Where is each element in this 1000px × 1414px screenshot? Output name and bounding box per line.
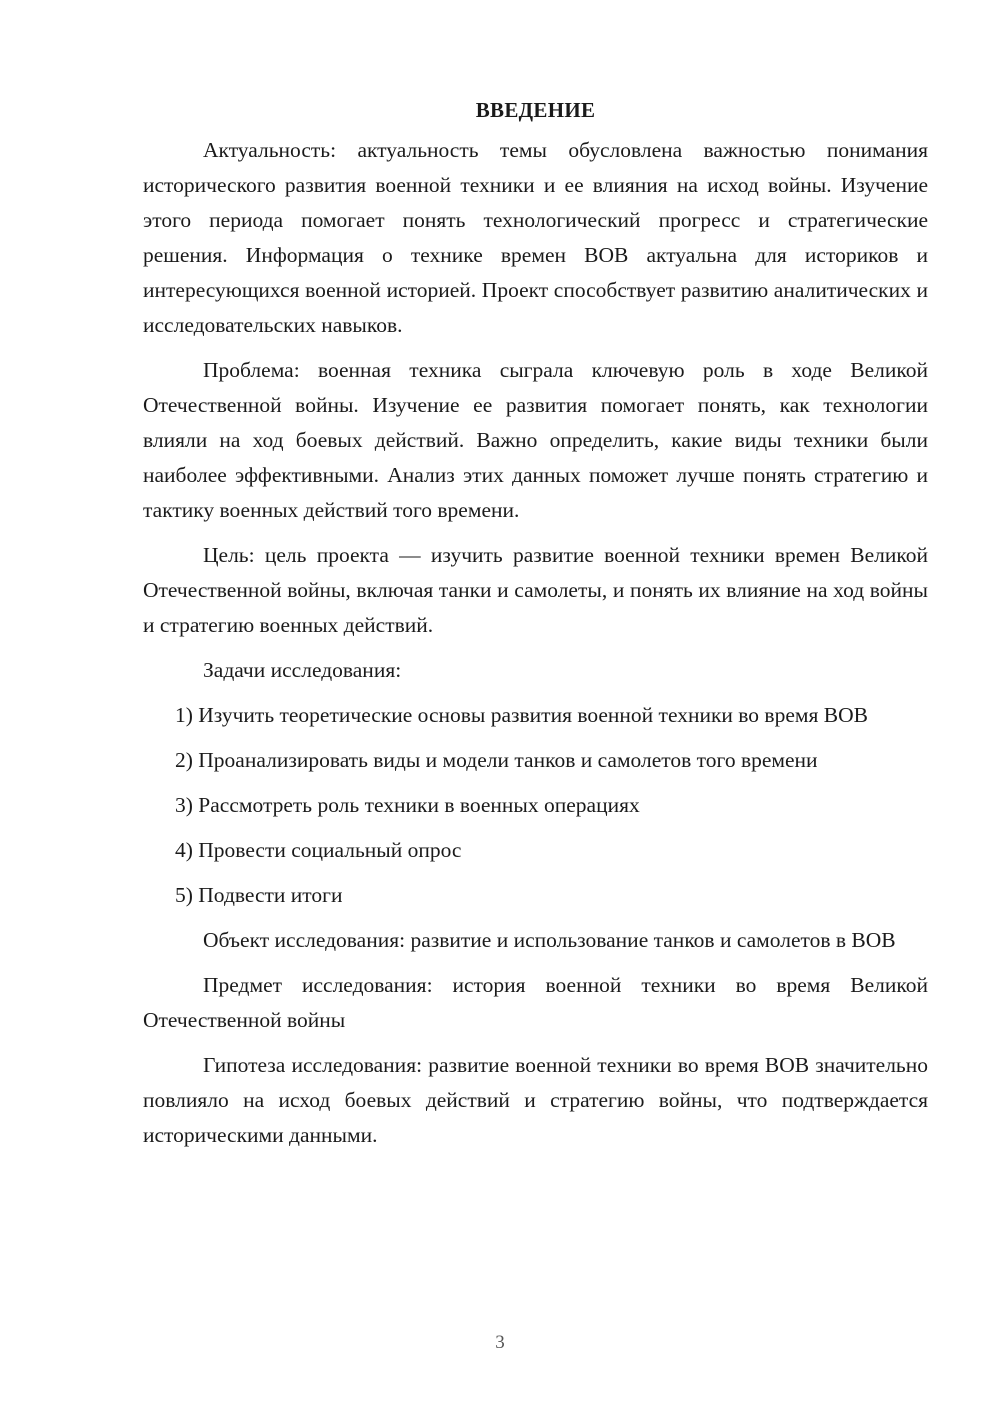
paragraph-hypothesis: Гипотеза исследования: развитие военной техники во время ВОВ значительно повлияло на исход боевых действий и стратегию войны, что подтверждается историческими данными. — [143, 1053, 928, 1147]
document-page — [143, 95, 928, 1163]
task-item-1: 1) Изучить теоретические основы развития военной техники во время ВОВ — [175, 703, 868, 727]
paragraph-relevance: Актуальность: актуальность темы обусловлена важностью понимания исторического развития военной техники и ее влияния на исход войны. Изучение этого периода помогает понять технологический прогресс и стратегические решения. Информация о технике времен ВОВ актуальна для историков и интересующихся военной историей. Проект способствует развитию аналитических и исследовательских навыков. — [143, 138, 928, 337]
page-number: 3 — [495, 1332, 505, 1353]
task-item-2: 2) Проанализировать виды и модели танков и самолетов того времени — [175, 748, 818, 772]
task-item-3: 3) Рассмотреть роль техники в военных операциях — [175, 793, 640, 817]
section-title: ВВЕДЕНИЕ — [475, 98, 596, 122]
tasks-list — [143, 698, 928, 913]
paragraph-subject: Предмет исследования: история военной техники во время Великой Отечественной войны — [143, 973, 928, 1032]
paragraph-problem: Проблема: военная техника сыграла ключевую роль в ходе Великой Отечественной войны. Изучение ее развития помогает понять, как технологии влияли на ход боевых действий. Важно определить, какие виды техники были наиболее эффективными. Анализ этих данных поможет лучше понять стратегию и тактику военных действий того времени. — [143, 358, 928, 522]
paragraph-object: Объект исследования: развитие и использование танков и самолетов в ВОВ — [203, 928, 896, 952]
task-item-4: 4) Провести социальный опрос — [175, 838, 462, 862]
task-item-5: 5) Подвести итоги — [175, 883, 343, 907]
paragraph-goal: Цель: цель проекта — изучить развитие военной техники времен Великой Отечественной войны, включая танки и самолеты, и понять их влияние на ход войны и стратегию военных действий. — [143, 543, 928, 637]
paragraph-tasks-heading: Задачи исследования: — [203, 658, 402, 682]
